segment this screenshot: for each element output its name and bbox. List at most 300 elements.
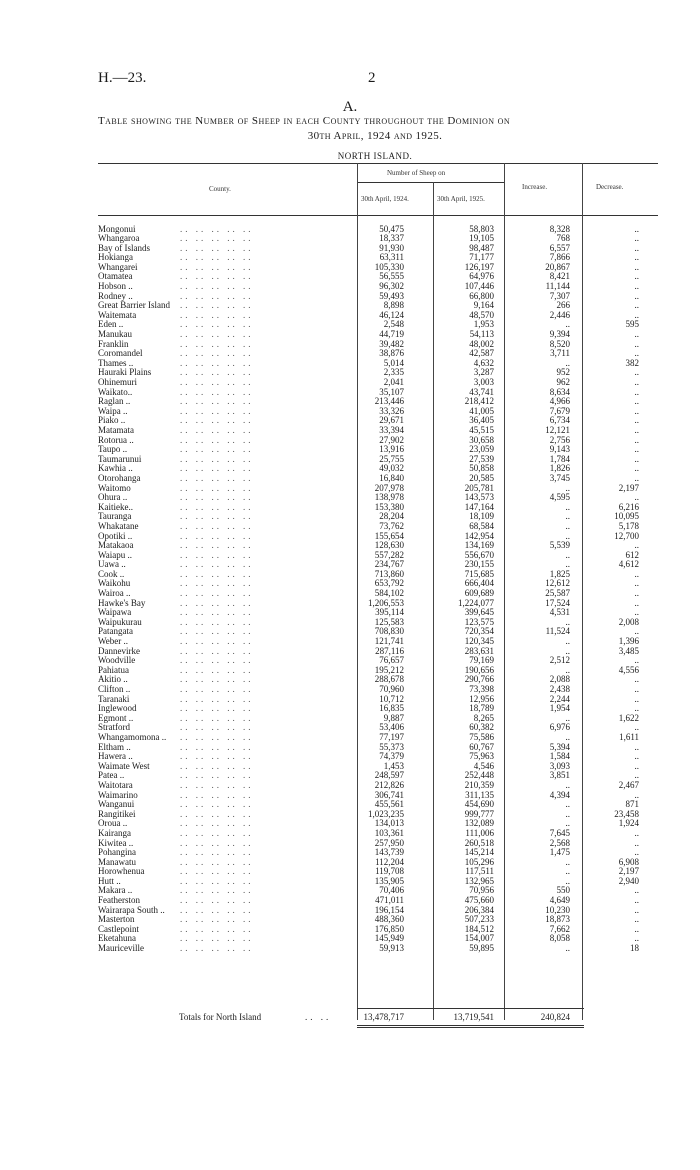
county-name: Masterton xyxy=(98,914,135,925)
increase-value: .. xyxy=(565,856,570,867)
leader-dots: .. .. .. .. .. xyxy=(180,242,254,253)
county-name: Woodville xyxy=(98,655,136,666)
decrease-value: .. xyxy=(634,607,639,618)
increase-value: 18,873 xyxy=(545,914,570,925)
increase-value: .. xyxy=(565,530,570,541)
decrease-value: .. xyxy=(634,847,639,858)
sheep-1924: 49,032 xyxy=(379,463,404,474)
decrease-value: .. xyxy=(634,827,639,838)
increase-value: .. xyxy=(565,501,570,512)
increase-value: .. xyxy=(565,520,570,531)
increase-value: .. xyxy=(565,549,570,560)
county-name: Hutt .. xyxy=(98,875,121,886)
increase-value: 4,531 xyxy=(549,607,570,618)
decrease-value: 2,008 xyxy=(618,616,639,627)
sheep-1924: 18,337 xyxy=(379,233,404,244)
leader-dots: .. .. .. .. .. xyxy=(180,357,254,368)
sheep-1924: 50,475 xyxy=(379,223,404,234)
decrease-value: .. xyxy=(634,904,639,915)
county-name: Franklin xyxy=(98,338,129,349)
sheep-1925: 12,956 xyxy=(469,693,494,704)
sheep-1925: 134,169 xyxy=(464,540,494,551)
leader-dots: .. .. .. .. .. xyxy=(180,664,254,675)
sheep-1925: 48,002 xyxy=(469,338,494,349)
sheep-1924: 1,023,235 xyxy=(368,808,404,819)
sheep-1924: 257,950 xyxy=(374,837,404,848)
increase-value: 5,394 xyxy=(549,741,570,752)
sheep-1925: 206,384 xyxy=(464,904,494,915)
leader-dots: .. .. .. .. .. xyxy=(180,415,254,426)
header-1924: 30th April, 1924. xyxy=(361,195,409,203)
leader-dots: .. .. .. .. .. xyxy=(180,923,254,934)
increase-value: .. xyxy=(565,616,570,627)
sheep-1925: 252,448 xyxy=(464,770,494,781)
leader-dots: .. .. .. .. .. xyxy=(180,472,254,483)
leader-dots: .. .. .. .. .. xyxy=(180,319,254,330)
increase-value: 6,976 xyxy=(549,722,570,733)
sheep-1924: 145,949 xyxy=(374,933,404,944)
leader-dots: .. .. .. .. .. xyxy=(180,760,254,771)
increase-value: .. xyxy=(565,645,570,656)
increase-value: 1,475 xyxy=(549,847,570,858)
leader-dots: .. .. .. .. .. xyxy=(180,751,254,762)
county-name: Mauriceville xyxy=(98,943,144,954)
leader-dots: .. .. .. .. .. xyxy=(180,799,254,810)
sheep-1924: 128,630 xyxy=(374,540,404,551)
county-name: Ohura .. xyxy=(98,492,128,503)
sheep-1924: 96,302 xyxy=(379,281,404,292)
sheep-1925: 999,777 xyxy=(464,808,494,819)
decrease-value: .. xyxy=(634,386,639,397)
sheep-1925: 1,224,077 xyxy=(458,597,494,608)
decrease-value: 2,197 xyxy=(618,482,639,493)
totals-rule-bottom-1 xyxy=(357,1025,584,1026)
sheep-1924: 121,741 xyxy=(374,636,404,647)
decrease-value: .. xyxy=(634,751,639,762)
leader-dots: .. .. .. .. .. xyxy=(180,914,254,925)
decrease-value: 4,556 xyxy=(618,664,639,675)
leader-dots: .. .. .. .. .. xyxy=(180,367,254,378)
decrease-value: .. xyxy=(634,472,639,483)
decrease-value: .. xyxy=(634,923,639,934)
sheep-1925: 41,005 xyxy=(469,405,494,416)
decrease-value: .. xyxy=(634,540,639,551)
decrease-value: .. xyxy=(634,415,639,426)
county-name: Hawke's Bay xyxy=(98,597,146,608)
decrease-value: 2,940 xyxy=(618,875,639,886)
sheep-1925: 18,789 xyxy=(469,703,494,714)
leader-dots: .. .. .. .. .. xyxy=(180,684,254,694)
leader-dots: .. .. .. .. .. xyxy=(180,588,254,599)
increase-value: 7,679 xyxy=(549,405,570,416)
increase-value: .. xyxy=(565,875,570,886)
leader-dots: .. .. .. .. .. xyxy=(180,309,254,320)
increase-value: .. xyxy=(565,511,570,522)
sheep-1925: 210,359 xyxy=(464,779,494,790)
county-name: Taupo .. xyxy=(98,444,128,455)
increase-value: 1,954 xyxy=(549,703,570,714)
decrease-value: .. xyxy=(634,453,639,464)
leader-dots: .. .. .. .. .. xyxy=(180,856,254,867)
sheep-1925: 260,518 xyxy=(464,837,494,848)
county-name: Weber .. xyxy=(98,636,129,647)
section-letter: A. xyxy=(342,99,358,115)
leader-dots: .. .. .. .. .. xyxy=(180,223,254,234)
leader-dots: .. .. .. .. .. xyxy=(180,904,254,915)
increase-value: 11,144 xyxy=(545,281,570,292)
decrease-value: 1,611 xyxy=(619,731,639,742)
county-name: Whangamomona .. xyxy=(98,731,167,742)
increase-value: 4,966 xyxy=(549,396,570,407)
county-name: Hauraki Plains xyxy=(98,367,152,378)
leader-dots: .. .. .. .. .. xyxy=(180,885,254,896)
decrease-value: .. xyxy=(634,367,639,378)
decrease-value: .. xyxy=(634,741,639,752)
leader-dots: .. .. .. .. .. xyxy=(180,770,254,781)
county-name: Otorohanga xyxy=(98,472,141,483)
leader-dots: .. .. .. .. .. xyxy=(180,444,254,455)
sheep-1925: 42,587 xyxy=(469,348,494,359)
totals-leaders: .. .. xyxy=(305,1012,332,1022)
sheep-1925: 8,265 xyxy=(473,712,494,723)
county-name: Castlepoint xyxy=(98,923,139,934)
increase-value: 9,143 xyxy=(549,444,570,455)
increase-value: 2,438 xyxy=(549,684,570,694)
county-name: Matakaoa xyxy=(98,540,134,551)
leader-dots: .. .. .. .. .. xyxy=(180,933,254,944)
sheep-1925: 147,164 xyxy=(464,501,494,512)
sheep-1925: 4,632 xyxy=(473,357,494,368)
county-name: Waitemata xyxy=(98,309,137,320)
sheep-1925: 190,656 xyxy=(464,664,494,675)
increase-value: .. xyxy=(565,731,570,742)
sheep-1925: 142,954 xyxy=(464,530,494,541)
county-name: Coromandel xyxy=(98,348,143,359)
increase-value: 8,328 xyxy=(549,223,570,234)
sheep-1924: 713,860 xyxy=(374,568,404,579)
decrease-value: 6,908 xyxy=(618,856,639,867)
sheep-1924: 287,116 xyxy=(375,645,404,656)
county-name: Hawera .. xyxy=(98,751,133,762)
sheep-1925: 3,003 xyxy=(473,377,494,387)
decrease-value: 3,485 xyxy=(618,645,639,656)
county-name: Eltham .. xyxy=(98,741,131,752)
decrease-value: .. xyxy=(634,290,639,301)
sheep-1925: 9,164 xyxy=(473,300,494,311)
sheep-1925: 475,660 xyxy=(464,895,494,906)
sheep-1924: 46,124 xyxy=(379,309,404,320)
county-name: Waimate West xyxy=(98,760,150,771)
sheep-1924: 143,739 xyxy=(374,847,404,858)
increase-value: 7,866 xyxy=(549,252,570,263)
sheep-1925: 218,412 xyxy=(464,396,494,407)
increase-value: .. xyxy=(565,779,570,790)
sheep-1925: 105,296 xyxy=(464,856,494,867)
increase-value: .. xyxy=(565,712,570,723)
county-name: Mongonui xyxy=(98,223,136,234)
county-name: Pahiatua xyxy=(98,664,129,675)
increase-value: 952 xyxy=(556,367,570,378)
sheep-1924: 9,887 xyxy=(383,712,404,723)
sheep-1924: 16,840 xyxy=(379,472,404,483)
decrease-value: 4,612 xyxy=(618,559,639,570)
decrease-value: .. xyxy=(634,271,639,282)
sheep-1925: 36,405 xyxy=(469,415,494,426)
county-name: Tauranga xyxy=(98,511,132,522)
increase-value: 6,557 xyxy=(549,242,570,253)
increase-value: .. xyxy=(565,559,570,570)
county-name: Piako .. xyxy=(98,415,126,426)
leader-dots: .. .. .. .. .. xyxy=(180,741,254,752)
county-name: Taranaki xyxy=(98,693,130,704)
page-number: 2 xyxy=(368,70,376,86)
header-rule-top xyxy=(98,163,658,164)
increase-value: 7,645 xyxy=(549,827,570,838)
sheep-1924: 1,453 xyxy=(383,760,404,771)
sheep-1924: 28,204 xyxy=(379,511,404,522)
sheep-1924: 288,678 xyxy=(374,674,404,685)
header-increase: Increase. xyxy=(522,183,548,191)
increase-value: .. xyxy=(565,357,570,368)
sheep-1925: 43,741 xyxy=(469,386,494,397)
sheep-1925: 145,214 xyxy=(464,847,494,858)
totals-1924: 13,478,717 xyxy=(363,1012,404,1022)
sheep-1925: 45,515 xyxy=(469,424,494,435)
sheep-1924: 248,597 xyxy=(374,770,404,781)
sheep-1924: 2,548 xyxy=(383,319,404,330)
sheep-1925: 507,233 xyxy=(464,914,494,925)
increase-value: 8,421 xyxy=(549,271,570,282)
increase-value: 962 xyxy=(556,377,570,387)
increase-value: 12,121 xyxy=(545,424,570,435)
sheep-1924: 135,905 xyxy=(374,875,404,886)
sheep-1924: 73,762 xyxy=(379,520,404,531)
county-name: Thames .. xyxy=(98,357,134,368)
sheep-1924: 155,654 xyxy=(374,530,404,541)
decrease-value: 595 xyxy=(625,319,639,330)
sheep-1924: 306,741 xyxy=(374,789,404,800)
sheep-1924: 207,978 xyxy=(374,482,404,493)
decrease-value: 10,095 xyxy=(614,511,639,522)
sheep-1925: 126,197 xyxy=(464,261,494,272)
leader-dots: .. .. .. .. .. xyxy=(180,482,254,493)
leader-dots: .. .. .. .. .. xyxy=(180,847,254,858)
county-name: Stratford xyxy=(98,722,130,733)
county-name: Hobson .. xyxy=(98,281,133,292)
sheep-1925: 60,382 xyxy=(469,722,494,733)
sheep-1925: 20,585 xyxy=(469,472,494,483)
decrease-value: 612 xyxy=(625,549,639,560)
leader-dots: .. .. .. .. .. xyxy=(180,329,254,340)
county-name: Kawhia .. xyxy=(98,463,133,474)
sheep-1925: 19,105 xyxy=(469,233,494,244)
sheep-1924: 134,013 xyxy=(374,818,404,829)
sheep-1924: 119,708 xyxy=(375,866,404,877)
leader-dots: .. .. .. .. .. xyxy=(180,779,254,790)
increase-value: .. xyxy=(565,799,570,810)
header-rule-bottom xyxy=(98,215,658,216)
leader-dots: .. .. .. .. .. xyxy=(180,674,254,685)
county-name: Waitotara xyxy=(98,779,133,790)
county-name: Ohinemuri xyxy=(98,377,137,387)
increase-value: 4,649 xyxy=(549,895,570,906)
increase-value: 2,512 xyxy=(549,655,570,666)
leader-dots: .. .. .. .. .. xyxy=(180,530,254,541)
sheep-1924: 44,719 xyxy=(379,329,404,340)
leader-dots: .. .. .. .. .. xyxy=(180,731,254,742)
decrease-value: 382 xyxy=(625,357,639,368)
decrease-value: .. xyxy=(634,377,639,387)
increase-value: 550 xyxy=(556,885,570,896)
sheep-1925: 75,963 xyxy=(469,751,494,762)
leader-dots: .. .. .. .. .. xyxy=(180,252,254,263)
sheep-1925: 98,487 xyxy=(469,242,494,253)
sheep-1925: 720,354 xyxy=(464,626,494,637)
sheep-1924: 25,755 xyxy=(379,453,404,464)
table-row xyxy=(0,944,700,954)
decrease-value: 1,622 xyxy=(618,712,639,723)
decrease-value: .. xyxy=(634,914,639,925)
totals-1925: 13,719,541 xyxy=(453,1012,494,1022)
sheep-1924: 33,394 xyxy=(379,424,404,435)
increase-value: 7,662 xyxy=(549,923,570,934)
increase-value: 20,867 xyxy=(545,261,570,272)
county-name: Waiapu .. xyxy=(98,549,133,560)
sheep-1925: 71,177 xyxy=(469,252,494,263)
decrease-value: .. xyxy=(634,444,639,455)
increase-value: .. xyxy=(565,943,570,954)
decrease-value: .. xyxy=(634,655,639,666)
leader-dots: .. .. .. .. .. xyxy=(180,540,254,551)
sheep-1924: 59,493 xyxy=(379,290,404,301)
decrease-value: .. xyxy=(634,895,639,906)
leader-dots: .. .. .. .. .. xyxy=(180,463,254,474)
increase-value: .. xyxy=(565,866,570,877)
sheep-1925: 123,575 xyxy=(464,616,494,627)
increase-value: .. xyxy=(565,808,570,819)
sheep-1925: 399,645 xyxy=(464,607,494,618)
county-name: Waipawa xyxy=(98,607,132,618)
sheep-1924: 395,114 xyxy=(375,607,404,618)
increase-value: 2,446 xyxy=(549,309,570,320)
header-decrease: Decrease. xyxy=(596,183,624,191)
sheep-1924: 125,583 xyxy=(374,616,404,627)
county-name: Manukau xyxy=(98,329,132,340)
decrease-value: .. xyxy=(634,578,639,589)
sheep-1925: 70,956 xyxy=(469,885,494,896)
decrease-value: .. xyxy=(634,329,639,340)
sheep-1925: 290,766 xyxy=(464,674,494,685)
decrease-value: .. xyxy=(634,300,639,311)
sheep-1924: 8,898 xyxy=(383,300,404,311)
decrease-value: .. xyxy=(634,424,639,435)
leader-dots: .. .. .. .. .. xyxy=(180,405,254,416)
increase-value: 3,093 xyxy=(549,760,570,771)
sheep-1924: 153,380 xyxy=(374,501,404,512)
decrease-value: .. xyxy=(634,722,639,733)
county-name: Whakatane xyxy=(98,520,139,531)
county-name: Wairoa .. xyxy=(98,588,131,599)
county-name: Whangaroa xyxy=(98,233,140,244)
sheep-1925: 117,511 xyxy=(465,866,494,877)
increase-value: 266 xyxy=(556,300,570,311)
leader-dots: .. .. .. .. .. xyxy=(180,597,254,608)
leader-dots: .. .. .. .. .. xyxy=(180,300,254,311)
increase-value: 4,394 xyxy=(549,789,570,800)
sheep-1924: 105,330 xyxy=(374,261,404,272)
increase-value: 2,568 xyxy=(549,837,570,848)
county-name: Waipa .. xyxy=(98,405,128,416)
leader-dots: .. .. .. .. .. xyxy=(180,271,254,282)
decrease-value: 2,467 xyxy=(618,779,639,790)
sheep-1924: 176,850 xyxy=(374,923,404,934)
decrease-value: 871 xyxy=(625,799,639,810)
county-name: Hokianga xyxy=(98,252,133,263)
sheep-1924: 138,978 xyxy=(374,492,404,503)
sheep-1924: 5,014 xyxy=(383,357,404,368)
county-name: Manawatu xyxy=(98,856,136,867)
increase-value: 11,524 xyxy=(545,626,570,637)
leader-dots: .. .. .. .. .. xyxy=(180,578,254,589)
leader-dots: .. .. .. .. .. xyxy=(180,895,254,906)
sheep-1925: 609,689 xyxy=(464,588,494,599)
decrease-value: 23,458 xyxy=(614,808,639,819)
totals-label: Totals for North Island xyxy=(179,1012,262,1022)
leader-dots: .. .. .. .. .. xyxy=(180,453,254,464)
sheep-1924: 653,792 xyxy=(374,578,404,589)
decrease-value: .. xyxy=(634,588,639,599)
decrease-value: .. xyxy=(634,463,639,474)
sheep-1925: 68,584 xyxy=(469,520,494,531)
sheep-1925: 23,059 xyxy=(469,444,494,455)
sheep-1924: 63,311 xyxy=(379,252,404,263)
sheep-1924: 70,406 xyxy=(379,885,404,896)
sheep-1925: 132,965 xyxy=(464,875,494,886)
sheep-1924: 56,555 xyxy=(379,271,404,282)
increase-value: 8,058 xyxy=(549,933,570,944)
leader-dots: .. .. .. .. .. xyxy=(180,827,254,838)
document-id: H.—23. xyxy=(98,70,147,86)
sheep-1925: 60,767 xyxy=(469,741,494,752)
county-name: Clifton .. xyxy=(98,684,131,694)
county-name: Waikohu xyxy=(98,578,131,589)
leader-dots: .. .. .. .. .. xyxy=(180,559,254,570)
sheep-1924: 10,712 xyxy=(379,693,404,704)
totals-rule-bottom-2 xyxy=(357,1027,584,1028)
county-name: Rangitikei xyxy=(98,808,136,819)
decrease-value: 12,700 xyxy=(614,530,639,541)
increase-value: 8,634 xyxy=(549,386,570,397)
county-name: Akitio .. xyxy=(98,674,128,685)
county-name: Rotorua .. xyxy=(98,434,134,445)
header-number-of-sheep: Number of Sheep on xyxy=(387,169,446,177)
sheep-1924: 195,212 xyxy=(374,664,404,675)
table-caption-line-2: 30th April, 1924 and 1925. xyxy=(307,130,443,142)
decrease-value: .. xyxy=(634,233,639,244)
sheep-1925: 79,169 xyxy=(469,655,494,666)
sheep-1924: 74,379 xyxy=(379,751,404,762)
county-name: Wanganui xyxy=(98,799,135,810)
decrease-value: .. xyxy=(634,223,639,234)
county-name: Cook .. xyxy=(98,568,125,579)
sheep-1924: 35,107 xyxy=(379,386,404,397)
county-name: Waimarino xyxy=(98,789,138,800)
increase-value: 1,784 xyxy=(549,453,570,464)
leader-dots: .. .. .. .. .. xyxy=(180,722,254,733)
sheep-1924: 55,373 xyxy=(379,741,404,752)
leader-dots: .. .. .. .. .. xyxy=(180,808,254,819)
county-name: Patangata xyxy=(98,626,133,637)
